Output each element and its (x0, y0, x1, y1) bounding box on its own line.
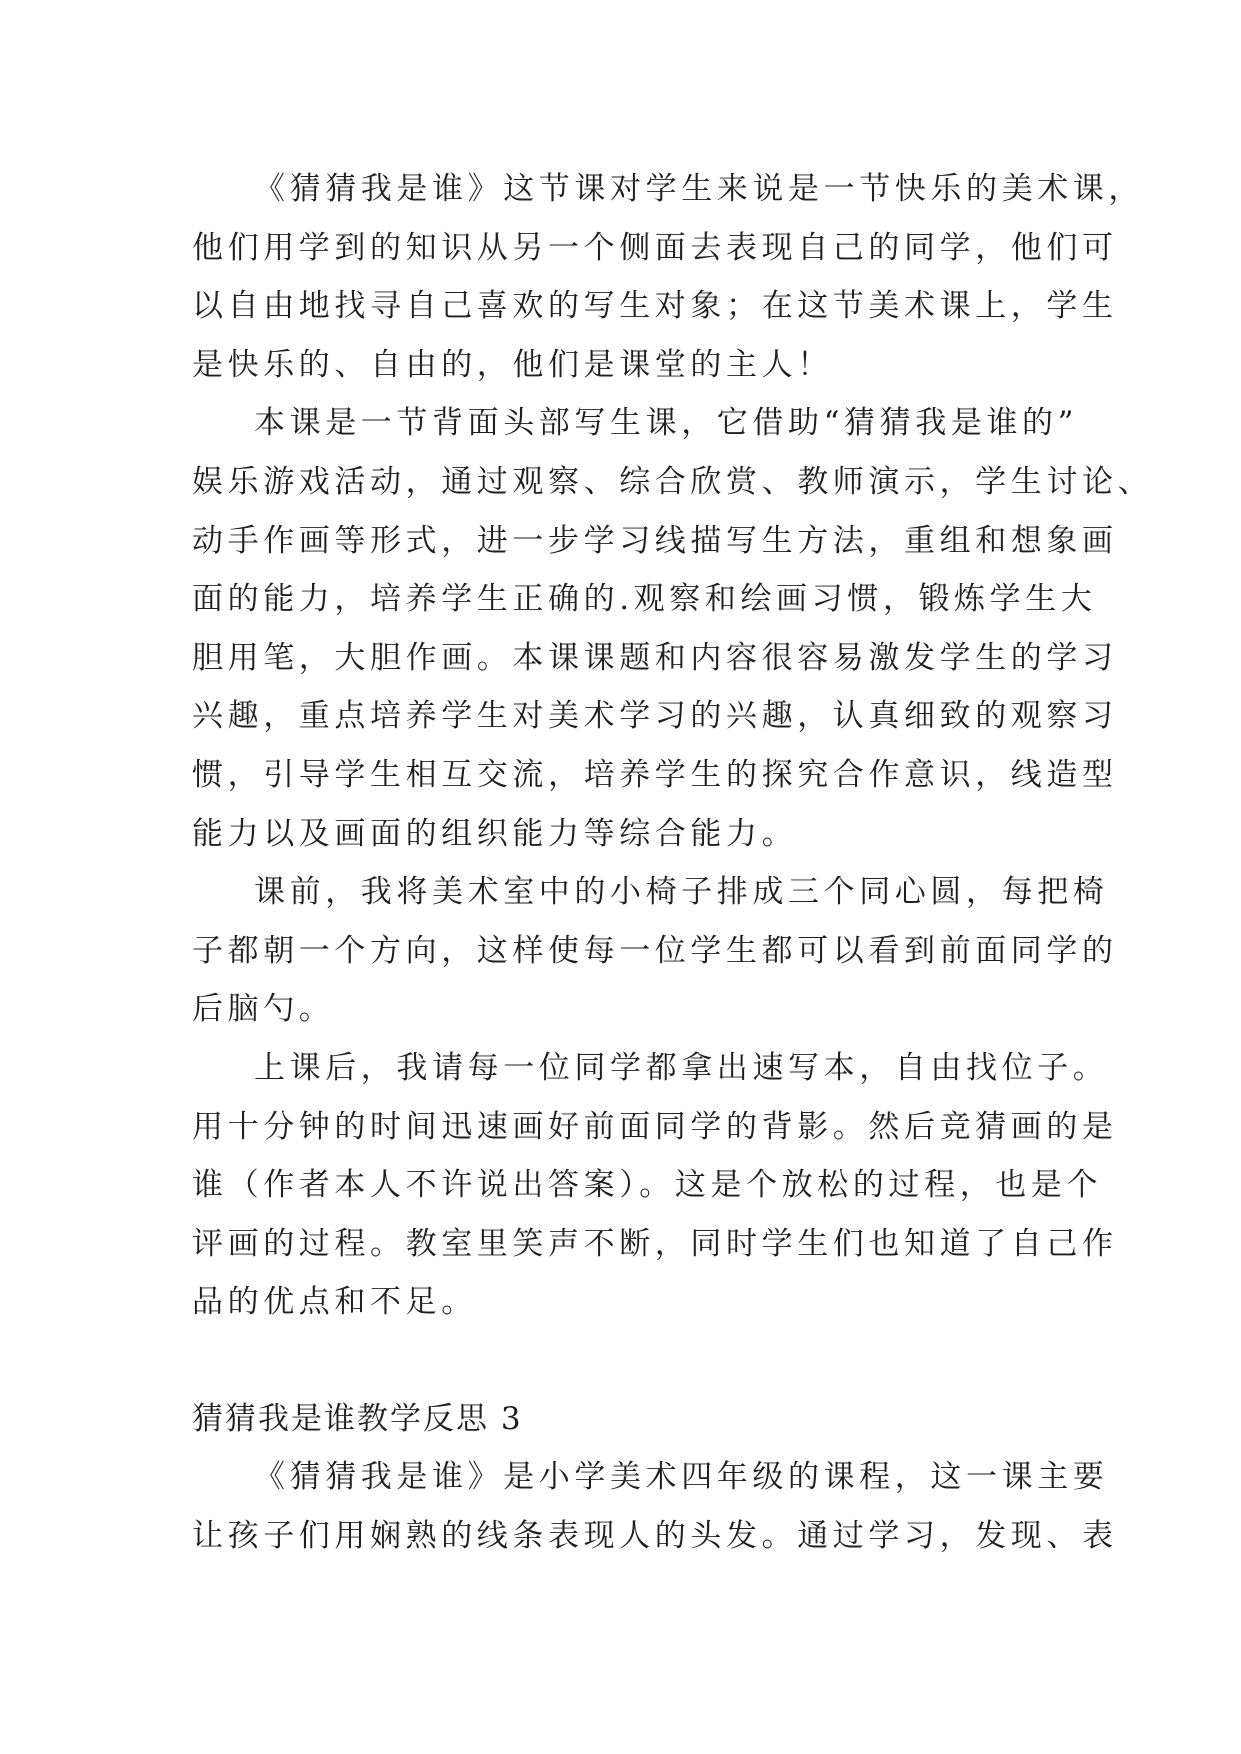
paragraph-line: 能力以及画面的组织能力等综合能力。 (192, 815, 798, 852)
paragraph-line: 上课后，我请每一位同学都拿出速写本，自由找位子。 (254, 1049, 1109, 1086)
paragraph-line: 后脑勺。 (192, 991, 335, 1028)
paragraph-line: 课前，我将美术室中的小椅子排成三个同心圆，每把椅 (254, 874, 1109, 911)
paragraph-5 (192, 1448, 1118, 1565)
document-body (192, 160, 1154, 1566)
paragraph-line: 他们用学到的知识从另一个侧面去表现自己的同学，他们可 (192, 229, 1118, 266)
paragraph-line: 以自由地找寻自己喜欢的写生对象；在这节美术课上，学生 (192, 288, 1118, 325)
paragraph-line: 用十分钟的时间迅速画好前面同学的背影。然后竞猜画的是 (192, 1108, 1118, 1145)
paragraph-line: 《猜猜我是谁》是小学美术四年级的课程，这一课主要 (254, 1459, 1109, 1496)
paragraph-4 (192, 1039, 1118, 1332)
paragraph-line: 《猜猜我是谁》这节课对学生来说是一节快乐的美术课， (254, 171, 1144, 207)
paragraph-line: 评画的过程。教室里笑声不断，同时学生们也知道了自己作 (192, 1225, 1118, 1262)
paragraph-line: 动手作画等形式，进一步学习线描写生方法，重组和想象画 (192, 522, 1118, 559)
paragraph-line: 让孩子们用娴熟的线条表现人的头发。通过学习，发现、表 (192, 1518, 1118, 1555)
paragraph-1 (192, 160, 1144, 394)
paragraph-line: 兴趣，重点培养学生对美术学习的兴趣，认真细致的观察习 (192, 698, 1118, 735)
paragraph-line: 品的优点和不足。 (192, 1284, 477, 1321)
paragraph-line: 谁（作者本人不许说出答案）。这是个放松的过程，也是个 (192, 1167, 1103, 1204)
paragraph-line: 本课是一节背面头部写生课，它借助“猜猜我是谁的” (254, 405, 1079, 442)
section-heading: 猜猜我是谁教学反思 3 (192, 1400, 523, 1437)
paragraph-line: 子都朝一个方向，这样使每一位学生都可以看到前面同学的 (192, 932, 1118, 969)
paragraph-3 (192, 863, 1118, 1039)
paragraph-line: 面的能力，培养学生正确的.观察和绘画习惯，锻炼学生大 (192, 581, 1097, 618)
paragraph-2 (192, 394, 1154, 863)
paragraph-line: 是快乐的、自由的，他们是课堂的主人！ (192, 346, 833, 383)
paragraph-line: 惯，引导学生相互交流，培养学生的探究合作意识，线造型 (192, 756, 1118, 793)
paragraph-line: 胆用笔，大胆作画。本课课题和内容很容易激发学生的学习 (192, 639, 1118, 676)
paragraph-line: 娱乐游戏活动，通过观察、综合欣赏、教师演示，学生讨论、 (192, 463, 1154, 500)
